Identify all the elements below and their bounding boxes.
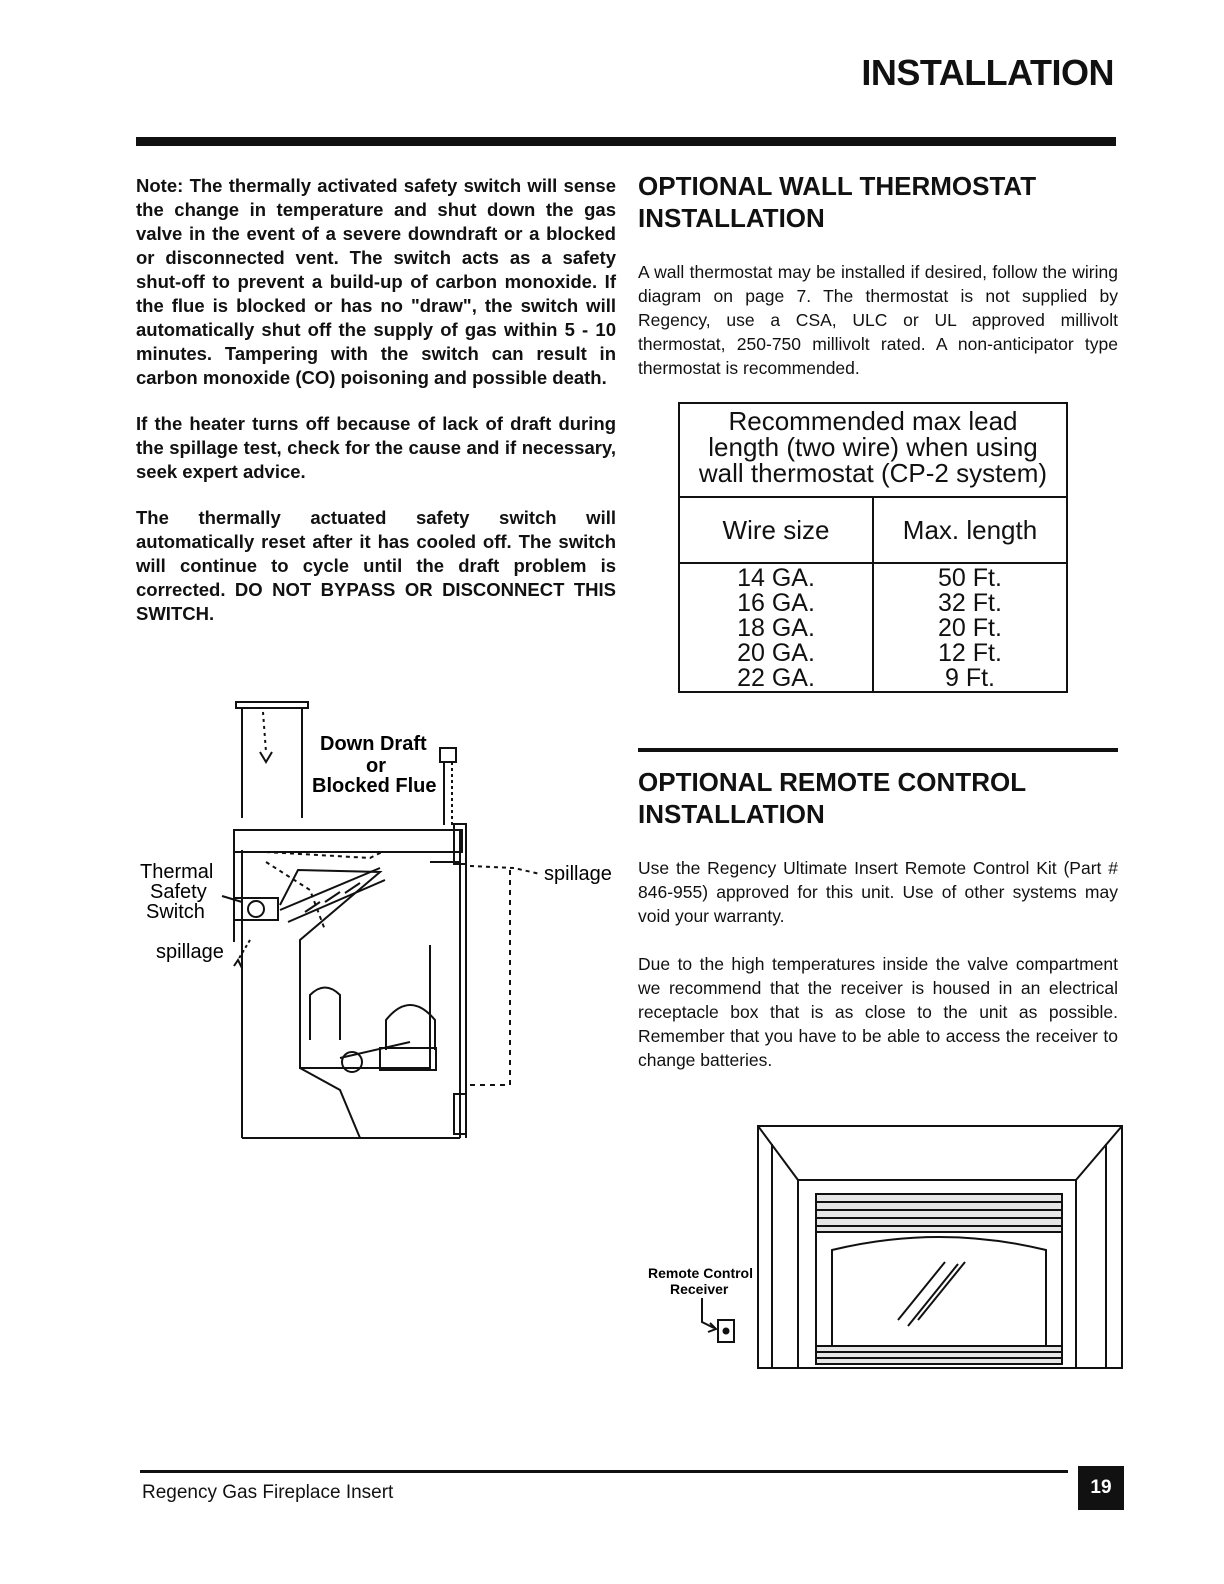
section-divider xyxy=(638,748,1118,752)
label-thermal: Thermal xyxy=(140,861,214,883)
spillage-test-paragraph: If the heater turns off because of lack of draft during the spillage test, check for the cause and if necessary, seek expert advice. xyxy=(136,413,616,482)
header-rule xyxy=(136,137,1116,146)
remote-title-line1: OPTIONAL REMOTE CONTROL xyxy=(638,767,1027,797)
label-or: or xyxy=(366,755,386,777)
thermostat-title-line2: INSTALLATION xyxy=(638,203,825,233)
reset-paragraph: The thermally actuated safety switch will automatically reset after it has cooled off. The switch will continue to cycle until the draft problem is corrected. DO NOT BYPASS OR DISCONNECT THIS SWITCH. xyxy=(136,507,616,624)
page-title: INSTALLATION xyxy=(861,52,1114,93)
table-title-line1: Recommended max lead xyxy=(728,406,1018,436)
safety-note-paragraph: Note: The thermally activated safety switch will sense the change in temperature and shut down the gas valve in the event of a severe downdraft or a blocked or disconnected vent. The switch acts as a safety shut-off to prevent a build-up of carbon monoxide. If the flue is blocked or has no "draw", the switch will automatically shut off the supply of gas within 5 - 10 minutes. Tampering with the switch can result in carbon monoxide (CO) poisoning and possible death. xyxy=(136,175,616,388)
label-switch: Switch xyxy=(146,901,205,923)
thermostat-body: A wall thermostat may be installed if desired, follow the wiring diagram on page 7. The thermostat is not supplied by Regency, use a CSA, ULC or UL approved millivolt thermostat, 250-750 millivolt rated. A non-anticipator type thermostat is recommended. xyxy=(638,262,1118,378)
label-remote-control: Remote Control xyxy=(648,1265,753,1281)
wire-size-value: 16 GA. xyxy=(737,589,815,617)
thermostat-title-line1: OPTIONAL WALL THERMOSTAT xyxy=(638,171,1037,201)
footer-rule xyxy=(140,1470,1068,1473)
max-length-value: 50 Ft. xyxy=(938,564,1002,592)
label-spillage-right: spillage xyxy=(544,863,612,885)
page-number: 19 xyxy=(1078,1466,1124,1510)
table-title-line3: wall thermostat (CP-2 system) xyxy=(698,458,1048,488)
thermostat-section xyxy=(638,170,1118,234)
col-header-max-length: Max. length xyxy=(873,497,1067,563)
wire-length-table xyxy=(678,402,1068,693)
downdraft-diagram xyxy=(130,690,630,1150)
max-length-value: 32 Ft. xyxy=(938,589,1002,617)
remote-body-1: Use the Regency Ultimate Insert Remote Control Kit (Part # 846-955) approved for this unit. Use of other systems may void your warranty. xyxy=(638,858,1118,926)
col-header-wire-size: Wire size xyxy=(679,497,873,563)
max-length-cell xyxy=(873,563,1067,692)
remote-title-line2: INSTALLATION xyxy=(638,799,825,829)
remote-body-2: Due to the high temperatures inside the valve compartment we recommend that the receiver is housed in an electrical receptacle box that is as close to the unit as possible. Remember that you have to be able to access the receiver to change batteries. xyxy=(638,954,1118,1070)
remote-section xyxy=(638,766,1118,830)
max-length-value: 20 Ft. xyxy=(938,614,1002,642)
remote-receiver-diagram xyxy=(640,1120,1130,1380)
label-spillage-left: spillage xyxy=(156,941,224,963)
table-title xyxy=(679,403,1067,497)
wire-size-value: 14 GA. xyxy=(737,564,815,592)
wire-size-value: 20 GA. xyxy=(737,639,815,667)
label-blocked-flue: Blocked Flue xyxy=(312,775,437,797)
left-column xyxy=(136,174,616,648)
table-title-line2: length (two wire) when using xyxy=(708,432,1038,462)
label-receiver: Receiver xyxy=(670,1281,729,1297)
label-safety: Safety xyxy=(150,881,207,903)
wire-size-value: 22 GA. xyxy=(737,664,815,692)
label-down-draft: Down Draft xyxy=(320,733,427,755)
wire-size-cell xyxy=(679,563,873,692)
max-length-value: 12 Ft. xyxy=(938,639,1002,667)
footer-title: Regency Gas Fireplace Insert xyxy=(142,1482,394,1503)
wire-size-value: 18 GA. xyxy=(737,614,815,642)
max-length-value: 9 Ft. xyxy=(944,664,995,692)
